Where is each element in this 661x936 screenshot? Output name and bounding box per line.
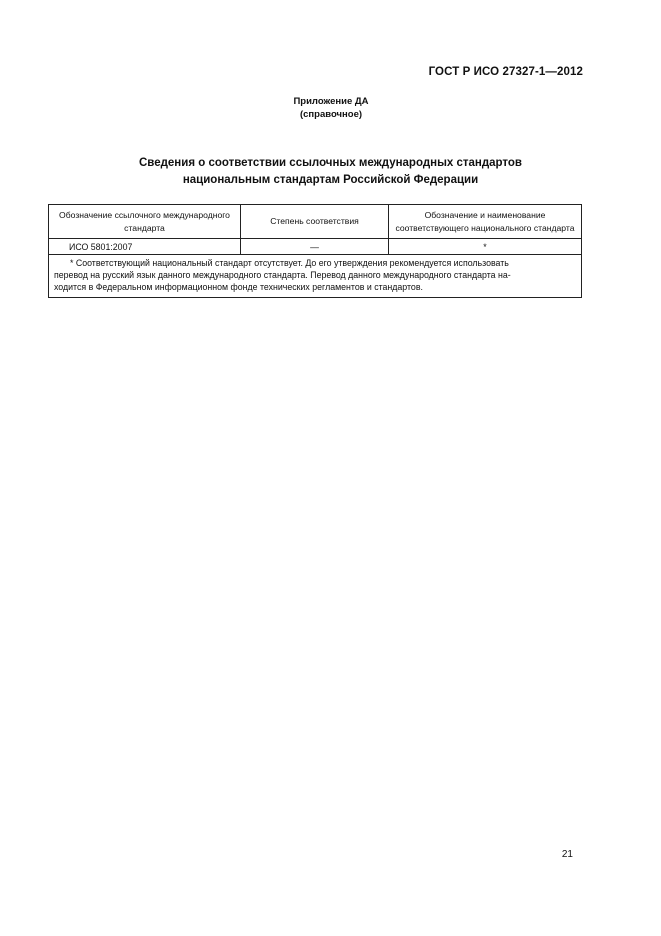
header-col3-line2: соответствующего национального стандарта [395, 222, 575, 233]
correspondence-table [48, 204, 582, 298]
section-title-line2: национальным стандартам Российской Федерации [182, 174, 479, 186]
annex-status: (справочное) [299, 109, 363, 120]
cell-degree: — [241, 239, 389, 255]
page-number: 21 [561, 849, 573, 860]
footnote-line3: ходится в Федеральном информационном фонде технических регламентов и стандартов. [54, 282, 423, 292]
table-footnote-row [49, 255, 582, 298]
cell-international-standard: ИСО 5801:2007 [49, 239, 241, 255]
section-title [0, 155, 661, 189]
table-header-row [49, 205, 582, 239]
header-col1-line1: Обозначение ссылочного международного [59, 209, 230, 220]
header-col1-line2: стандарта [124, 222, 165, 233]
header-degree: Степень соответствия [241, 205, 389, 239]
table-footnote [49, 255, 582, 298]
cell-national-standard: * [389, 239, 582, 255]
section-title-line1: Сведения о соответствии ссылочных международных стандартов [138, 157, 522, 169]
document-code: ГОСТ Р ИСО 27327-1—2012 [428, 66, 583, 78]
footnote-line1: * Соответствующий национальный стандарт отсутствует. До его утверждения рекомендуется использовать [70, 258, 509, 268]
table-row [49, 239, 582, 255]
header-national-standard [389, 205, 582, 239]
header-col3-line1: Обозначение и наименование [424, 209, 546, 220]
footnote-line2: перевод на русский язык данного международного стандарта. Перевод данного международного стандарта на- [54, 270, 511, 280]
header-international-standard [49, 205, 241, 239]
annex-heading [0, 95, 661, 121]
annex-title: Приложение ДА [293, 96, 369, 107]
